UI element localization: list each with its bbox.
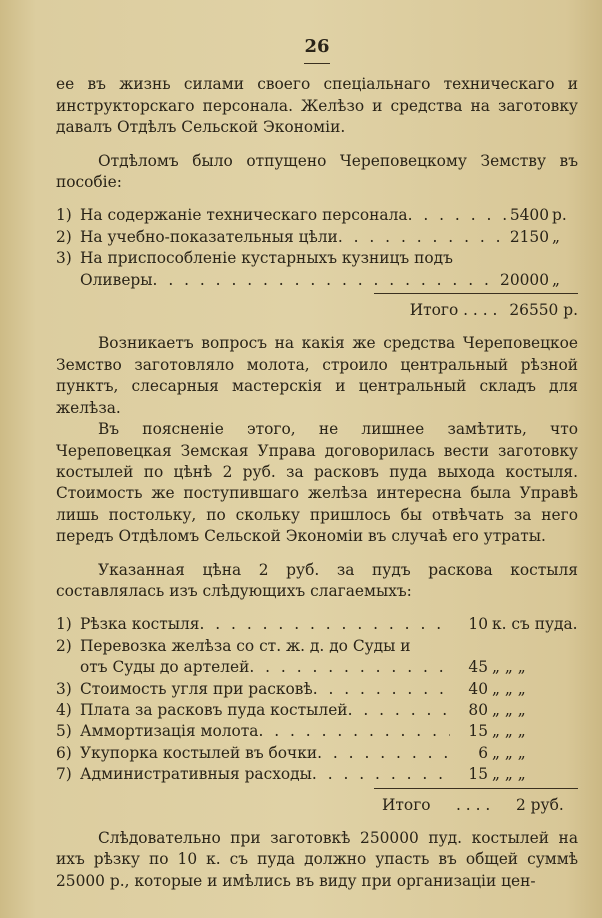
list-item-continuation (56, 270, 578, 291)
funding-list (56, 205, 578, 321)
item-text: На содержаніе техническаго персонала (80, 206, 408, 225)
item-value: 6 (478, 743, 488, 762)
leader-dots (199, 614, 450, 635)
item-value: 5400 (509, 206, 549, 225)
paragraph-5: Указанная цѣна 2 руб. за пудъ раскова костыля составлялась изъ слѣдующихъ слагаемыхъ: (56, 560, 578, 600)
total-value: 26550 р. (509, 301, 578, 320)
paragraph-1: ее въ жизнь силами своего спеціальнаго техническаго и инструкторскаго персонала. Желѣзо и средства на заготовку давалъ Отдѣлъ Сельской Экономіи. (56, 75, 578, 137)
leader-dots (313, 679, 450, 700)
list-item (56, 205, 578, 226)
list-item-continuation (56, 657, 578, 678)
item-unit: „ „ „ (492, 679, 526, 698)
list-item (56, 700, 578, 721)
item-number: 7) (56, 765, 72, 784)
item-number: 3) (56, 679, 72, 698)
item-number: 5) (56, 722, 72, 741)
leader-dots (317, 743, 450, 764)
list-item (56, 614, 578, 635)
leader-dots (348, 700, 450, 721)
list-item (56, 721, 578, 742)
item-text-continued: Оливеры (80, 270, 153, 289)
total-dots: . . . . (456, 795, 491, 814)
list-item (56, 679, 578, 700)
page-number: 26 (304, 36, 330, 57)
leader-dots (249, 657, 450, 678)
item-text: Укупорка костылей въ бочки (80, 743, 318, 762)
item-unit: „ „ „ (492, 658, 526, 677)
item-number: 6) (56, 743, 72, 762)
item-unit: „ „ „ (492, 765, 526, 784)
item-value: 20000 (500, 270, 549, 289)
item-value: 15 (468, 722, 488, 741)
list-item (56, 636, 578, 657)
item-unit: р. (552, 206, 567, 225)
item-text: Рѣзка костыля (80, 615, 200, 634)
item-number: 2) (56, 227, 72, 246)
item-text: На учебно-показательныя цѣли (80, 227, 338, 246)
paragraph-3: Возникаетъ вопросъ на какія же средства Череповецкое Земство заготовляло молота, строило центральный рѣзной пунктъ, слесарныя мастерскія и центральный складъ для желѣза. (56, 334, 578, 417)
item-text: Перевозка желѣза со ст. ж. д. до Суды и (80, 636, 411, 655)
list-item (56, 743, 578, 764)
leader-dots (312, 764, 450, 785)
cost-breakdown-list (56, 614, 578, 816)
item-unit: „ (552, 227, 560, 246)
list-item (56, 764, 578, 785)
item-text: Плата за расковъ пуда костылей (80, 700, 348, 719)
item-unit: „ „ „ (492, 722, 526, 741)
item-value: 10 (468, 615, 488, 634)
item-text: Аммортизація молота (80, 722, 259, 741)
paragraph-4: Въ поясненіе этого, не лишнее замѣтить, что Череповецкая Земская Управа договорилась вести заготовку костылей по цѣнѣ 2 руб. за расковъ пуда выхода костыля. Стоимость же поступившаго желѣза интересна была Управѣ лишь постольку, по скольку пришлось бы отвѣчать за него передъ Отдѣломъ Сельской Экономіи въ случаѣ его утраты. (56, 420, 578, 546)
item-unit: к. съ пуда. (492, 615, 578, 634)
item-text: Административныя расходы (80, 765, 312, 784)
item-value: 40 (468, 679, 488, 698)
total-label: Итого . . . . (409, 301, 498, 320)
item-value: 45 (468, 658, 488, 677)
total-row (56, 795, 578, 816)
item-unit: „ (552, 270, 560, 289)
total-row (56, 300, 578, 321)
sum-rule (374, 293, 578, 294)
item-number: 1) (56, 206, 72, 225)
item-number: 4) (56, 700, 72, 719)
leader-dots (153, 270, 501, 291)
item-unit: „ „ „ (492, 743, 526, 762)
item-text: Стоимость угля при расковѣ (80, 679, 313, 698)
item-text-continued: отъ Суды до артелей (80, 658, 250, 677)
leader-dots (258, 721, 450, 742)
sum-rule (374, 788, 578, 789)
total-label: Итого (382, 795, 431, 814)
item-number: 3) (56, 249, 72, 268)
item-value: 2150 (509, 227, 549, 246)
list-item (56, 227, 578, 248)
page-number-underline (304, 63, 330, 64)
paragraph-2: Отдѣломъ было отпущено Череповецкому Земству въ пособіе: (56, 151, 578, 192)
total-value: 2 руб. (516, 795, 564, 814)
leader-dots (408, 205, 510, 226)
list-item (56, 248, 578, 269)
item-value: 15 (468, 765, 488, 784)
leader-dots (338, 227, 510, 248)
paragraph-6: Слѣдовательно при заготовкѣ 250000 пуд. костылей на ихъ рѣзку по 10 к. съ пуда должно упасть въ общей суммѣ 25000 р., которые и имѣлись въ виду при организаціи цен- (56, 829, 578, 890)
item-number: 1) (56, 615, 72, 634)
item-number: 2) (56, 636, 72, 655)
item-unit: „ „ „ (492, 700, 526, 719)
item-value: 80 (468, 700, 488, 719)
item-text: На приспособленіе кустарныхъ кузницъ подъ (80, 249, 453, 268)
